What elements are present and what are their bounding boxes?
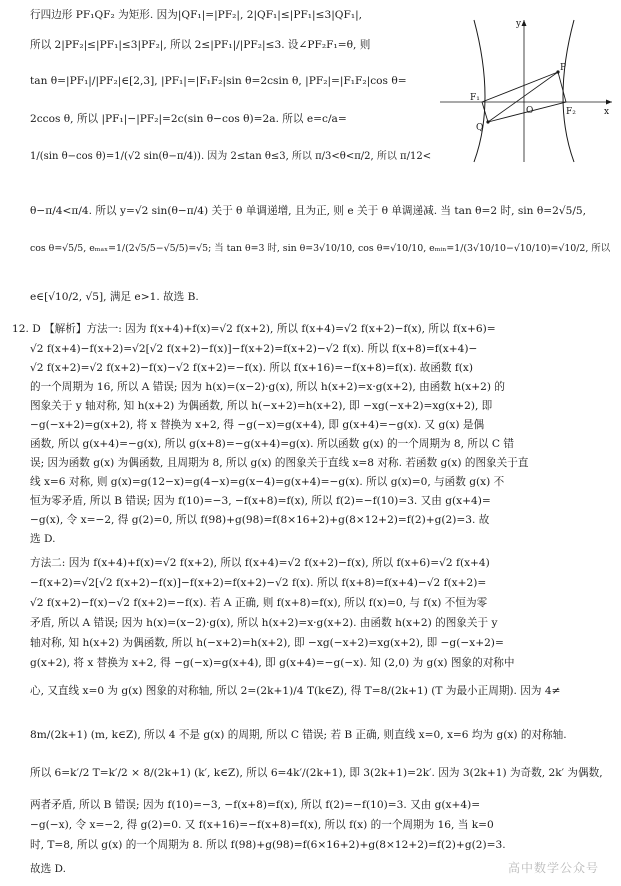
text-line: 图象关于 y 轴对称, 知 h(x+2) 为偶函数, 所以 h(−x+2)=h(x+2), 即 −xg(−x+2)=xg(x+2), 即 [30, 400, 493, 412]
text-line: 心, 又直线 x=0 为 g(x) 图象的对称轴, 所以 2=(2k+1)/4 T(k∈Z), 得 T=8/(2k+1) (T 为最小正周期). 因为 4≠ [30, 685, 561, 697]
hyperbola-right-branch [563, 20, 574, 162]
text-line: 矛盾, 所以 A 错误; 因为 h(x)=(x−2)·g(x), 所以 h(x+2)=x·g(x+2). 由函数 h(x+2) 的图象关于 y [30, 617, 498, 629]
label-x: x [604, 107, 610, 117]
text-line: e∈[√10/2, √5], 满足 e>1. 故选 B. [30, 291, 199, 303]
text-line: 12. D 【解析】方法一: 因为 f(x+4)+f(x)=√2 f(x+2), 所以 f(x+4)=√2 f(x+2)−f(x), 所以 f(x+6)= [12, 323, 496, 335]
text-line: 所以 6=k′/2 T=k′/2 × 8/(2k+1) (k′, k∈Z), 所以 6=4k′/(2k+1), 即 3(2k+1)=2k′. 因为 3(2k+1) 为奇数, 2k′ 为偶数, [30, 767, 603, 779]
text-line: −g(x), 令 x=−2, 得 g(2)=0, 所以 f(98)+g(98)=f(8×16+2)+g(8×12+2)=f(2)+g(2)=3. 故 [30, 514, 490, 526]
text-line: 1/(sin θ−cos θ)=1/(√2 sin(θ−π/4)). 因为 2≤tan θ≤3, 所以 π/3<θ<π/2, 所以 π/12< [30, 151, 432, 162]
label-p: P [560, 63, 567, 73]
text-line: 时, T=8, 所以 g(x) 的一个周期为 8. 所以 f(98)+g(98)=f(6×16+2)+g(8×12+2)=f(2)+g(2)=3. [30, 839, 506, 851]
text-line: 两者矛盾, 所以 B 错误; 因为 f(10)=−3, −f(x+8)=f(x), 所以 f(2)=−f(10)=3. 又由 g(x+4)= [30, 799, 481, 811]
text-line: √2 f(x+2)−f(x)−√2 f(x+2)=−f(x). 若 A 正确, 则 f(x+8)=f(x), 所以 f(x)=0, 与 f(x) 不恒为零 [30, 597, 488, 609]
text-line: 8m/(2k+1) (m, k∈Z), 所以 4 不是 g(x) 的周期, 所以 C 错误; 若 B 正确, 则直线 x=0, x=6 均为 g(x) 的对称轴. [30, 729, 567, 741]
y-axis-arrow-icon [522, 20, 527, 26]
hyperbola-left-branch [474, 20, 485, 162]
text-line: 误; 因为函数 g(x) 为偶函数, 且周期为 8, 所以 g(x) 的图象关于直线 x=8 对称. 若函数 g(x) 的图象关于直 [30, 457, 529, 469]
text-line: 选 D. [30, 533, 56, 545]
text-line: 行四边形 PF₁QF₂ 为矩形. 因为|QF₁|=|PF₂|, 2|QF₁|≤|PF₁|≤3|QF₁|, [30, 9, 363, 21]
watermark: 高中数学公众号 [507, 861, 599, 875]
diagonal-pq [488, 72, 558, 122]
label-f2: F₂ [566, 107, 576, 117]
x-axis-arrow-icon [606, 100, 612, 105]
text-line: √2 f(x+2)=√2 f(x+2)−f(x)−√2 f(x+2)=−f(x). 所以 f(x+16)=−f(x+8)=f(x). 故函数 f(x) [30, 362, 474, 374]
text-line: −g(−x+2)=g(x+2), 将 x 替换为 x+2, 得 −g(−x)=g(x+4), 即 g(x+4)=−g(x). 又 g(x) 是偶 [30, 419, 485, 431]
label-q: Q [476, 123, 484, 133]
label-f1: F₁ [470, 93, 480, 103]
text-line: 故选 D. [30, 863, 67, 875]
hyperbola-diagram [436, 14, 616, 164]
text-line: θ−π/4<π/4. 所以 y=√2 sin(θ−π/4) 关于 θ 单调递增, 且为正, 则 e 关于 θ 单调递减. 当 tan θ=2 时, sin θ=2√5/5, [30, 205, 587, 217]
text-line: 函数, 所以 g(x+4)=−g(x), 所以 g(x+8)=−g(x+4)=g(x). 所以函数 g(x) 的一个周期为 8, 所以 C 错 [30, 438, 515, 450]
label-o: O [526, 106, 534, 116]
text-line: 2ccos θ, 所以 |PF₁|−|PF₂|=2c(sin θ−cos θ)=2a. 所以 e=c/a= [30, 113, 347, 125]
text-line: 线 x=6 对称, 则 g(x)=g(12−x)=g(4−x)=g(x−4)=g(x+4)=−g(x). 所以 g(x)=0, 与函数 g(x) 不 [30, 476, 505, 488]
text-line: g(x+2), 将 x 替换为 x+2, 得 −g(−x)=g(x+4), 即 g(x+4)=−g(−x). 知 (2,0) 为 g(x) 图象的对称中 [30, 657, 515, 669]
text-line: 轴对称, 知 h(x+2) 为偶函数, 所以 h(−x+2)=h(x+2), 即 −xg(−x+2)=xg(x+2), 即 −g(−x+2)= [30, 637, 504, 649]
point-q [486, 120, 489, 123]
text-line: 所以 2|PF₂|≤|PF₁|≤3|PF₂|, 所以 2≤|PF₁|/|PF₂|≤3. 设∠PF₂F₁=θ, 则 [30, 39, 371, 51]
hyperbola-figure [436, 14, 616, 164]
text-line: 的一个周期为 16, 所以 A 错误; 因为 h(x)=(x−2)·g(x), 所以 h(x+2)=x·g(x+2), 由函数 h(x+2) 的 [30, 381, 505, 393]
text-line: −g(−x), 令 x=−2, 得 g(2)=0. 又 f(x+16)=−f(x+8)=f(x), 所以 f(x) 的一个周期为 16, 当 k=0 [30, 819, 494, 831]
text-line: √2 f(x+4)−f(x+2)=√2[√2 f(x+2)−f(x)]−f(x+2)=f(x+2)−√2 f(x). 所以 f(x+8)=f(x+4)− [30, 343, 478, 355]
text-line: 恒为零矛盾, 所以 B 错误; 因为 f(10)=−3, −f(x+8)=f(x), 所以 f(2)=−f(10)=3. 又由 g(x+4)= [30, 495, 491, 507]
label-y: y [516, 19, 522, 29]
text-line: −f(x+2)=√2[√2 f(x+2)−f(x)]−f(x+2)=f(x+2)−√2 f(x). 所以 f(x+8)=f(x+4)−√2 f(x+2)= [30, 577, 487, 589]
text-line: tan θ=|PF₁|/|PF₂|∈[2,3], |PF₁|=|F₁F₂|sin θ=2csin θ, |PF₂|=|F₁F₂|cos θ= [30, 75, 407, 87]
text-line: 方法二: 因为 f(x+4)+f(x)=√2 f(x+2), 所以 f(x+4)=√2 f(x+2)−f(x), 所以 f(x+6)=√2 f(x+4) [30, 557, 490, 569]
text-line: cos θ=√5/5, eₘₐₓ=1/(2√5/5−√5/5)=√5; 当 tan θ=3 时, sin θ=3√10/10, cos θ=√10/10, eₘᵢₙ=1/(3√10/10−√10/10)=√10/2, 所以 [30, 243, 611, 254]
